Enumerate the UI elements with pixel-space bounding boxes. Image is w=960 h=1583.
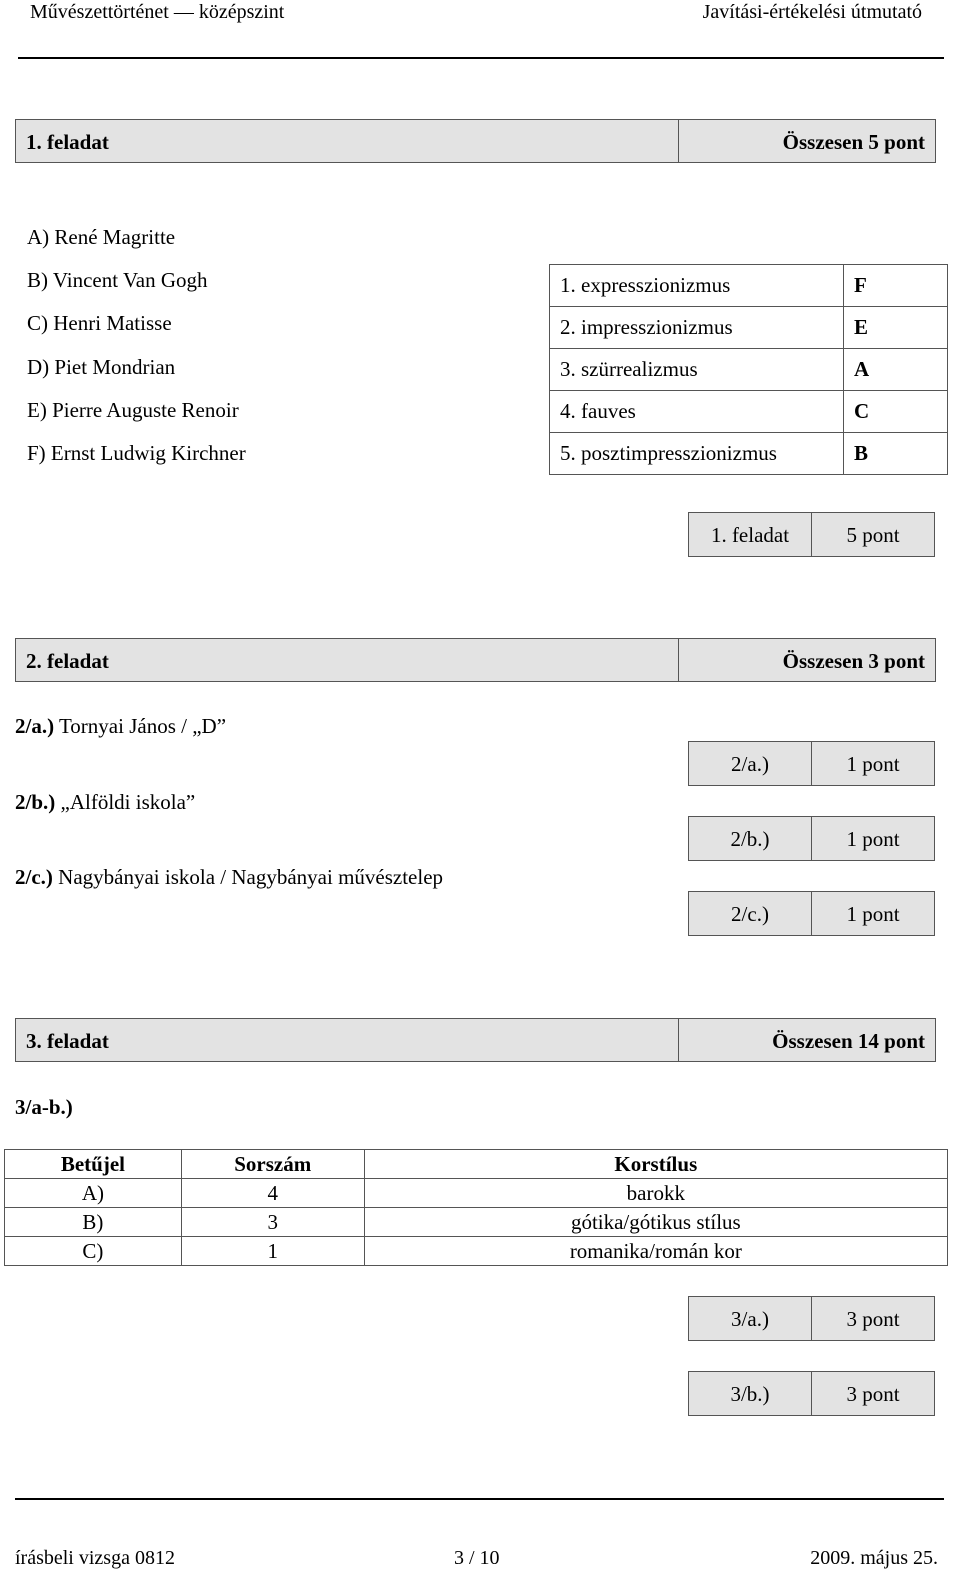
- answer-line: [15, 790, 195, 814]
- letter-cell: F: [844, 265, 948, 307]
- letter-cell: B: [844, 433, 948, 475]
- answer-text: Tornyai János / „D”: [54, 714, 227, 738]
- task3-total: Összesen 14 pont: [772, 1029, 925, 1053]
- artist-item: B) Vincent Van Gogh: [27, 268, 208, 292]
- table-row: [5, 1179, 948, 1208]
- letter-cell: E: [844, 307, 948, 349]
- score-box: [688, 891, 935, 936]
- style-cell: 1. expresszionizmus: [550, 265, 844, 307]
- table-cell: romanika/román kor: [364, 1237, 947, 1266]
- footer-rule: [15, 1498, 944, 1500]
- task2-header-bar: [15, 638, 936, 682]
- divider: [678, 639, 679, 681]
- style-cell: 2. impresszionizmus: [550, 307, 844, 349]
- answer-line: [15, 865, 443, 889]
- table-row: [5, 1208, 948, 1237]
- task3-label: 3. feladat: [26, 1029, 109, 1053]
- score-box: [688, 1296, 935, 1341]
- letter-cell: C: [844, 391, 948, 433]
- score-points: 3 pont: [846, 1382, 900, 1406]
- header-guide-title: Javítási-értékelési útmutató: [702, 1, 922, 23]
- score-box: [688, 741, 935, 786]
- footer-page-number: 3 / 10: [454, 1547, 500, 1569]
- table-cell: C): [5, 1237, 182, 1266]
- table-row: [5, 1237, 948, 1266]
- score-item: 2/c.): [731, 902, 769, 926]
- answer-key: 2/b.): [15, 790, 56, 814]
- score-item: 3/b.): [730, 1382, 770, 1406]
- column-header: Sorszám: [181, 1150, 364, 1179]
- score-item: 2/b.): [730, 827, 770, 851]
- score-item: 3/a.): [731, 1307, 769, 1331]
- artist-item: D) Piet Mondrian: [27, 355, 176, 379]
- footer-date: 2009. május 25.: [810, 1547, 938, 1569]
- answer-text: Nagybányai iskola / Nagybányai művésztelep: [52, 865, 444, 889]
- column-header: Betűjel: [5, 1150, 182, 1179]
- artist-item: E) Pierre Auguste Renoir: [27, 398, 239, 422]
- score-points: 1 pont: [846, 827, 900, 851]
- header-subject: Művészettörténet — középszint: [30, 1, 285, 23]
- table-header-row: [5, 1150, 948, 1179]
- artist-item: F) Ernst Ludwig Kirchner: [27, 441, 246, 465]
- answer-line: [15, 714, 226, 738]
- answer-key: 2/a.): [15, 714, 55, 738]
- style-cell: 3. szürrealizmus: [550, 349, 844, 391]
- task1-total: Összesen 5 pont: [782, 130, 925, 154]
- task3-sublabel: 3/a-b.): [15, 1095, 73, 1119]
- style-period-table: [4, 1149, 948, 1266]
- divider: [678, 1019, 679, 1061]
- letter-cell: A: [844, 349, 948, 391]
- table-row: [550, 391, 948, 433]
- table-row: [550, 433, 948, 475]
- table-cell: 4: [181, 1179, 364, 1208]
- task1-label: 1. feladat: [26, 130, 109, 154]
- score-points: 3 pont: [846, 1307, 900, 1331]
- answer-text: „Alföldi iskola”: [55, 790, 196, 814]
- table-cell: barokk: [364, 1179, 947, 1208]
- artist-item: A) René Magritte: [27, 225, 176, 249]
- table-cell: gótika/gótikus stílus: [364, 1208, 947, 1237]
- divider: [678, 120, 679, 162]
- answer-key: 2/c.): [15, 865, 53, 889]
- table-row: [550, 265, 948, 307]
- column-header: Korstílus: [364, 1150, 947, 1179]
- footer-exam-code: írásbeli vizsga 0812: [15, 1547, 175, 1569]
- table-cell: 3: [181, 1208, 364, 1237]
- table-cell: B): [5, 1208, 182, 1237]
- score-item: 1. feladat: [710, 523, 790, 547]
- score-item: 2/a.): [731, 752, 769, 776]
- score-points: 1 pont: [846, 752, 900, 776]
- task1-score-box: [688, 512, 935, 557]
- header-rule: [18, 57, 944, 59]
- task3-header-bar: [15, 1018, 936, 1062]
- table-cell: A): [5, 1179, 182, 1208]
- artist-item: C) Henri Matisse: [27, 311, 172, 335]
- score-points: 1 pont: [846, 902, 900, 926]
- task1-header-bar: [15, 119, 936, 163]
- task2-total: Összesen 3 pont: [782, 649, 925, 673]
- score-points: 5 pont: [846, 523, 900, 547]
- style-cell: 4. fauves: [550, 391, 844, 433]
- table-cell: 1: [181, 1237, 364, 1266]
- score-box: [688, 1371, 935, 1416]
- style-cell: 5. posztimpresszionizmus: [550, 433, 844, 475]
- style-matching-table: [549, 264, 948, 475]
- table-row: [550, 349, 948, 391]
- score-box: [688, 816, 935, 861]
- task2-label: 2. feladat: [26, 649, 109, 673]
- table-row: [550, 307, 948, 349]
